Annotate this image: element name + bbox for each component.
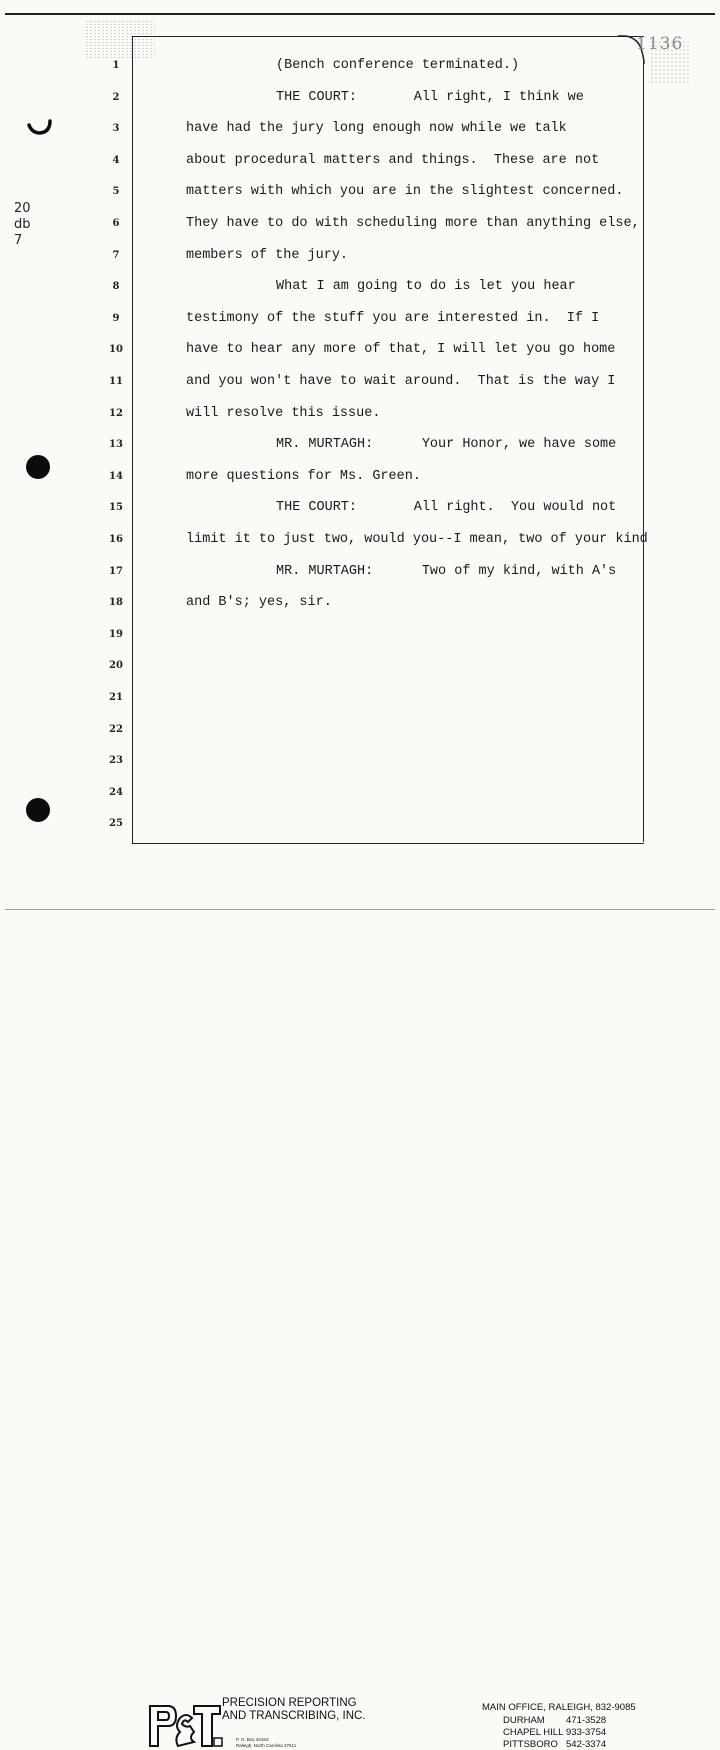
- address-line2: Raleigh, North Carolina 27611: [236, 1743, 297, 1748]
- transcript-line: THE COURT: All right, I think we: [276, 89, 584, 105]
- branch-office: [503, 1739, 606, 1750]
- line-number: 13: [109, 439, 123, 451]
- line-number: 15: [109, 502, 123, 514]
- transcript-line: have to hear any more of that, I will let you go home: [186, 342, 616, 358]
- line-number: 24: [109, 786, 123, 798]
- line-number: 18: [109, 597, 123, 609]
- footer: [0, 846, 720, 1750]
- margin-note-line: db: [14, 217, 31, 232]
- bottom-rule: [5, 909, 715, 910]
- page-stamp: 1136: [636, 34, 684, 54]
- line-number: 1: [112, 60, 120, 71]
- transcript-line: MR. MURTAGH: Your Honor, we have some: [276, 437, 617, 453]
- line-number: 3: [112, 123, 120, 135]
- margin-note: [14, 201, 31, 249]
- transcript-line: (Bench conference terminated.): [276, 58, 520, 73]
- branch-office: [503, 1727, 606, 1738]
- punch-hole-icon: [26, 798, 50, 822]
- transcript-line: THE COURT: All right. You would not: [276, 500, 617, 516]
- top-rule: [5, 13, 715, 15]
- branch-office: [503, 1715, 606, 1726]
- line-number: 17: [109, 565, 123, 577]
- transcript-line: limit it to just two, would you--I mean, two of your kind: [186, 532, 648, 547]
- line-number: 14: [109, 470, 123, 482]
- transcript-line: They have to do with scheduling more than anything else,: [186, 216, 640, 231]
- main-office: MAIN OFFICE, RALEIGH, 832-9085: [482, 1702, 636, 1713]
- line-number: 21: [109, 692, 123, 703]
- line-number: 11: [109, 376, 123, 387]
- branch-city: CHAPEL HILL: [503, 1727, 564, 1738]
- line-number: 16: [109, 534, 123, 545]
- transcript-line: testimony of the stuff you are interested in. If I: [186, 310, 600, 326]
- transcript-line: about procedural matters and things. These are not: [186, 152, 600, 168]
- transcript-line: What I am going to do is let you hear: [276, 279, 576, 295]
- line-number: 10: [109, 344, 123, 356]
- address-line1: P. O. Box 20163: [236, 1737, 269, 1742]
- transcript-line: and B's; yes, sir.: [186, 595, 332, 611]
- line-number: 19: [109, 628, 123, 640]
- company-name: [222, 1697, 366, 1723]
- line-number: 4: [112, 154, 120, 166]
- line-number: 12: [109, 407, 123, 419]
- line-number: 7: [112, 249, 120, 261]
- line-number: 25: [109, 818, 123, 830]
- punch-hole-icon: [26, 455, 50, 479]
- transcript-line: will resolve this issue.: [186, 405, 381, 421]
- branch-city: DURHAM: [503, 1715, 545, 1726]
- branch-phone: 471-3528: [566, 1715, 607, 1726]
- line-number: 5: [112, 186, 120, 198]
- transcript-line: more questions for Ms. Green.: [186, 468, 421, 484]
- line-number: 6: [112, 218, 120, 229]
- transcript-line: matters with which you are in the slightest concerned.: [186, 184, 624, 200]
- company-name-line1: PRECISION REPORTING: [222, 1697, 357, 1709]
- margin-note-line: 20: [14, 201, 31, 216]
- company-address: [236, 1737, 296, 1749]
- line-number: 8: [112, 281, 120, 293]
- transcript-line: have had the jury long enough now while we talk: [186, 121, 567, 137]
- line-number: 9: [112, 312, 120, 324]
- company-name-line2: AND TRANSCRIBING, INC.: [222, 1710, 366, 1722]
- line-number: 22: [109, 723, 123, 735]
- transcript-line: MR. MURTAGH: Two of my kind, with A's: [276, 563, 617, 579]
- transcript-line: and you won't have to wait around. That is the way I: [186, 374, 616, 389]
- line-number: 23: [109, 755, 123, 767]
- punch-hole-icon: [24, 109, 54, 135]
- branch-phone: 933-3754: [566, 1727, 607, 1738]
- line-number: 2: [112, 91, 120, 103]
- branch-city: PITTSBORO: [503, 1739, 558, 1750]
- line-number: 20: [109, 660, 123, 672]
- branch-phone: 542-3374: [566, 1739, 607, 1750]
- margin-note-line: 7: [14, 233, 23, 248]
- company-logo-icon: [144, 1698, 224, 1750]
- page-frame-right-edge: [643, 60, 644, 842]
- transcript-line: members of the jury.: [186, 247, 349, 263]
